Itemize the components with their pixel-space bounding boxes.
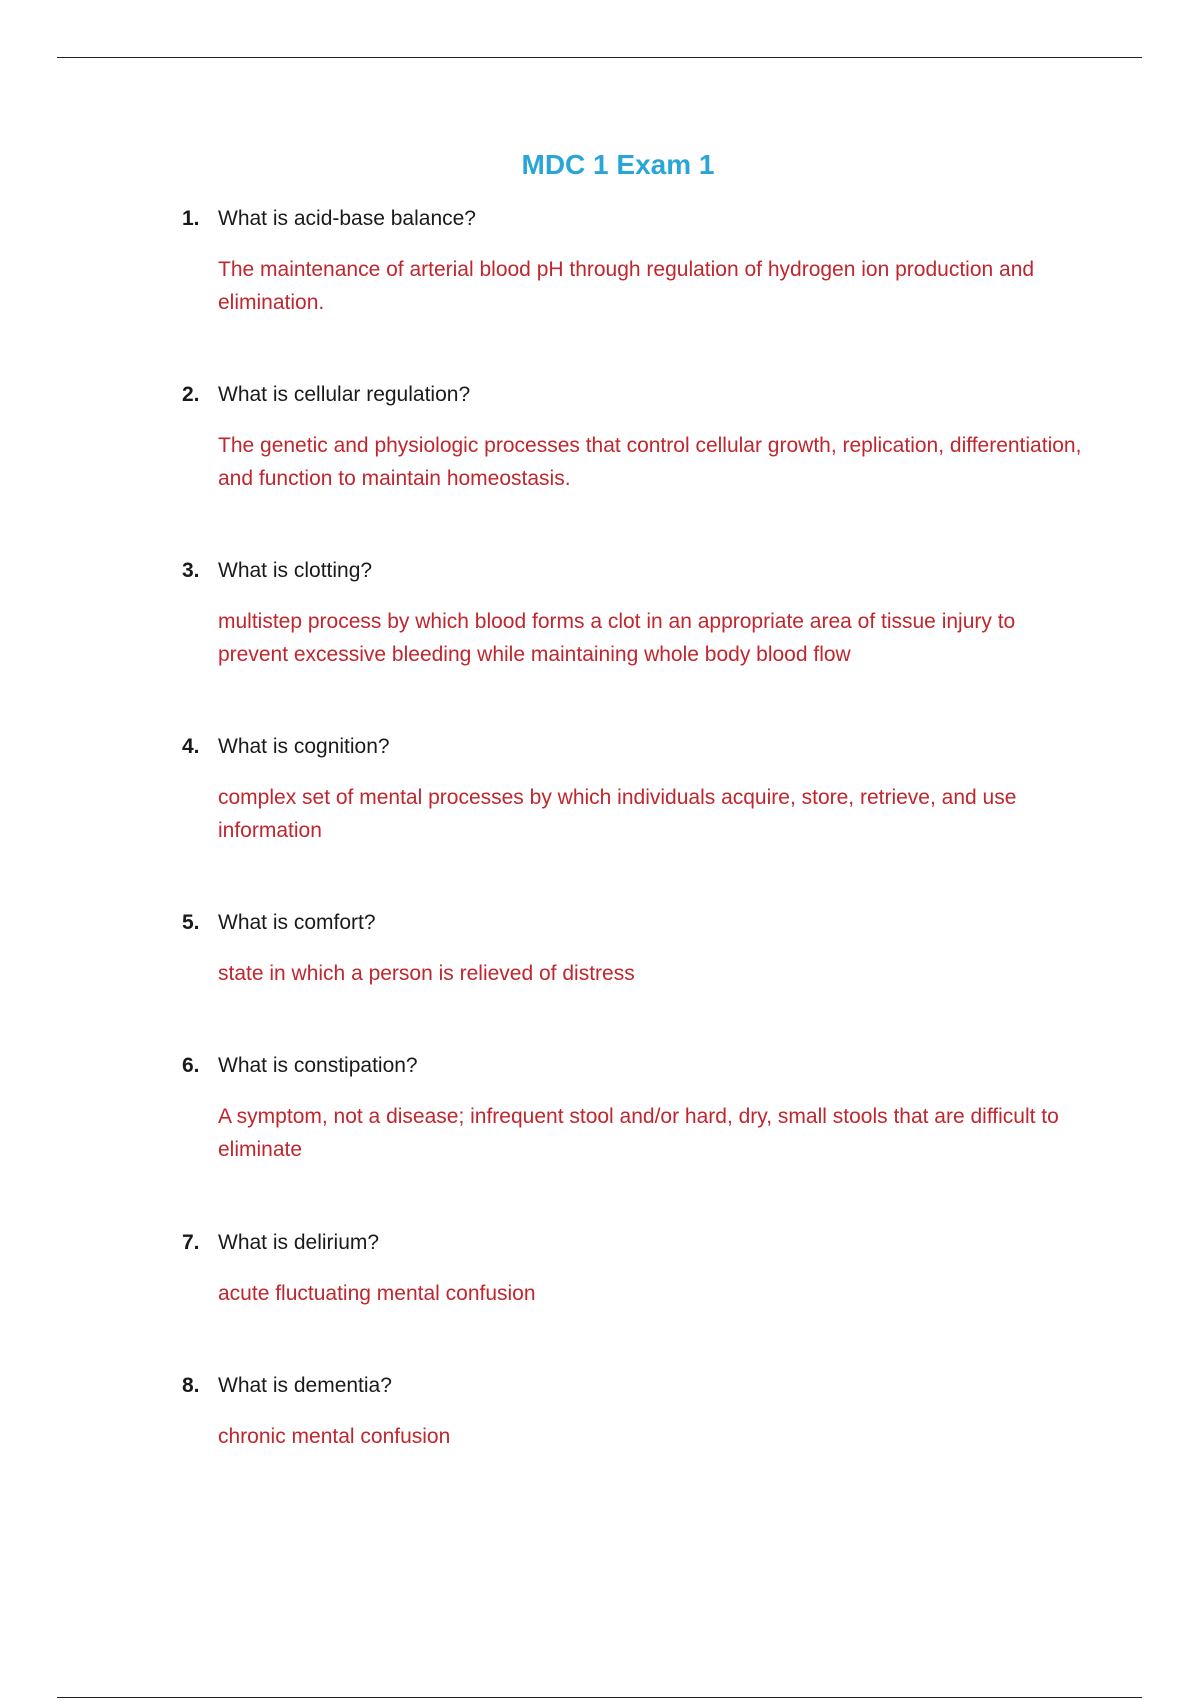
qa-item — [182, 1229, 1082, 1310]
qa-item — [182, 733, 1082, 847]
question-text: What is comfort? — [218, 911, 376, 934]
answer-text: The genetic and physiologic processes that control cellular growth, replication, differentiation, and function to maintain homeostasis. — [218, 434, 1082, 490]
question-number: 7. — [182, 1231, 200, 1254]
answer-text: complex set of mental processes by which individuals acquire, store, retrieve, and use information — [218, 786, 1017, 842]
question-text: What is delirium? — [218, 1231, 380, 1254]
question-number: 1. — [182, 207, 200, 230]
question — [182, 557, 1082, 585]
question — [182, 909, 1082, 937]
header-rule — [57, 57, 1142, 58]
question — [182, 205, 1082, 233]
qa-item — [182, 1372, 1082, 1453]
question-number: 6. — [182, 1054, 200, 1077]
qa-item — [182, 909, 1082, 990]
footer-rule — [57, 1697, 1142, 1698]
question — [182, 733, 1082, 761]
qa-item — [182, 381, 1082, 495]
page-title: MDC 1 Exam 1 — [521, 149, 715, 180]
question-text: What is clotting? — [218, 559, 373, 582]
question-number: 3. — [182, 559, 200, 582]
question — [182, 1372, 1082, 1400]
answer-text: The maintenance of arterial blood pH through regulation of hydrogen ion production and elimination. — [218, 258, 1035, 314]
qa-item — [182, 557, 1082, 671]
question-number: 5. — [182, 911, 200, 934]
question — [182, 381, 1082, 409]
answer-text: acute fluctuating mental confusion — [218, 1282, 536, 1305]
question-number: 8. — [182, 1374, 200, 1397]
question-number: 4. — [182, 735, 200, 758]
question-text: What is cellular regulation? — [218, 383, 471, 406]
answer-text: chronic mental confusion — [218, 1425, 451, 1448]
question-number: 2. — [182, 383, 200, 406]
answer-text: A symptom, not a disease; infrequent stool and/or hard, dry, small stools that are difficult to eliminate — [218, 1105, 1059, 1161]
qa-item — [182, 1052, 1082, 1166]
question-text: What is acid-base balance? — [218, 207, 476, 230]
answer-text: state in which a person is relieved of distress — [218, 962, 635, 985]
question-text: What is constipation? — [218, 1054, 418, 1077]
answer-text: multistep process by which blood forms a clot in an appropriate area of tissue injury to prevent excessive bleeding while maintaining whole body blood flow — [218, 610, 1016, 666]
question-text: What is cognition? — [218, 735, 390, 758]
question — [182, 1229, 1082, 1257]
question — [182, 1052, 1082, 1080]
question-text: What is dementia? — [218, 1374, 392, 1397]
qa-item — [182, 205, 1082, 319]
